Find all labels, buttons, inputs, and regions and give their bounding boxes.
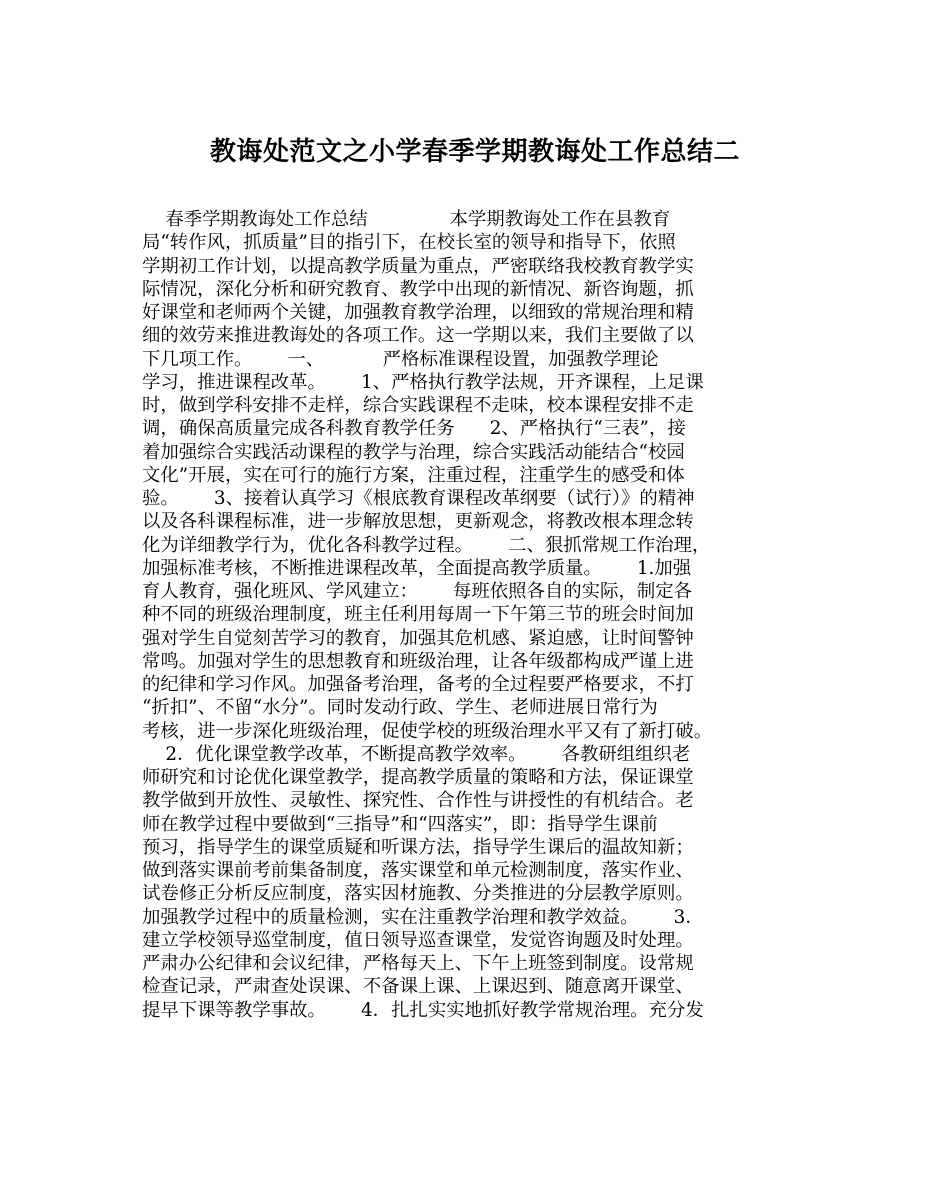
body-line: 师在教学过程中要做到“三指导”和“四落实”，即：指导学生课前	[142, 813, 658, 835]
body-line: 常鸣。加强对学生的思想教育和班级治理，让各年级都构成严谨上进	[142, 650, 694, 672]
body-line: 试卷修正分析反应制度，落实因材施教、分类推进的分层教学原则。	[142, 883, 694, 905]
body-line: 种不同的班级治理制度，班主任利用每周一下午第三节的班会时间加	[142, 604, 694, 626]
body-line: 春季学期教诲处工作总结 本学期教诲处工作在县教育	[142, 209, 671, 230]
body-line: 检查记录，严肃查处误课、不备课上课、上课迟到、随意离开课堂、	[142, 976, 694, 998]
body-line: 下几项工作。 一、 严格标准课程设置，加强教学理论	[142, 348, 659, 370]
body-line: 建立学校领导巡堂制度，值日领导巡查课堂，发觉咨询题及时处理。	[142, 929, 694, 951]
body-line: 考核，进一步深化班级治理，促使学校的班级治理水平又有了新打破。	[142, 720, 713, 742]
body-line: 验。 3、接着认真学习《根底教育课程改革纲要（试行）》的精神	[142, 488, 695, 509]
body-line: 调，确保高质量完成各科教育教学任务 2、严格执行“三表”，接	[142, 418, 686, 440]
document-title: 教诲处范文之小学春季学期教诲处工作总结二	[209, 137, 740, 167]
body-line: 际情况，深化分析和研究教育、教学中出现的新情况、新咨询题，抓	[142, 278, 694, 300]
body-line: 提早下课等教学事故。 4．扎扎实实地抓好教学常规治理。充分发	[142, 999, 704, 1021]
body-line: 的纪律和学习作风。加强备考治理，备考的全过程要严格要求，不打	[142, 674, 694, 695]
body-line: 教学做到开放性、灵敏性、探究性、合作性与讲授性的有机结合。老	[142, 790, 694, 812]
body-line: 加强教学过程中的质量检测，实在注重教学治理和教学效益。 3．	[142, 906, 704, 928]
body-line: 局“转作风，抓质量”目的指引下，在校长室的领导和指导下，依照	[142, 232, 676, 254]
body-line: 预习，指导学生的课堂质疑和听课方法，指导学生课后的温故知新；	[142, 836, 694, 858]
body-line: 强对学生自觉刻苦学习的教育，加强其危机感、紧迫感，让时间警钟	[142, 627, 694, 649]
body-line: 好课堂和老师两个关键，加强教育教学治理，以细致的常规治理和精	[142, 302, 694, 323]
body-line: 以及各科课程标准，进一步解放思想，更新观念，将教改根本理念转	[142, 511, 694, 533]
body-line: 加强标准考核，不断推进课程改革，全面提高教学质量。 1.加强	[142, 557, 692, 579]
body-line: 师研究和讨论优化课堂教学，提高教学质量的策略和方法，保证课堂	[142, 767, 694, 788]
body-line: 时，做到学科安排不走样，综合实践课程不走味，校本课程安排不走	[142, 395, 694, 416]
body-line: “折扣”、不留“水分”。同时发动行政、学生、老师进展日常行为	[142, 697, 658, 719]
body-line: 文化”开展，实在可行的施行方案，注重过程，注重学生的感受和体	[142, 464, 685, 486]
body-line: 做到落实课前考前集备制度，落实课堂和单元检测制度，落实作业、	[142, 860, 694, 881]
body-line: 2．优化课堂教学改革，不断提高教学效率。 各教研组组织老	[142, 743, 691, 765]
body-line: 学习，推进课程改革。 1、严格执行教学法规，开齐课程，上足课	[142, 371, 704, 393]
body-line: 学期初工作计划，以提高教学质量为重点，严密联络我校教育教学实	[142, 255, 694, 277]
body-line: 育人教育，强化班风、学风建立： 每班依照各自的实际，制定各	[142, 581, 693, 602]
body-line: 化为详细教学行为，优化各科教学过程。 二、狠抓常规工作治理，	[142, 534, 711, 556]
document-body	[142, 208, 822, 1022]
body-line: 着加强综合实践活动课程的教学与治理，综合实践活动能结合“校园	[142, 441, 685, 463]
body-line: 细的效劳来推进教诲处的各项工作。这一学期以来，我们主要做了以	[142, 325, 694, 347]
body-line: 严肃办公纪律和会议纪律，严格每天上、下午上班签到制度。设常规	[142, 953, 694, 974]
